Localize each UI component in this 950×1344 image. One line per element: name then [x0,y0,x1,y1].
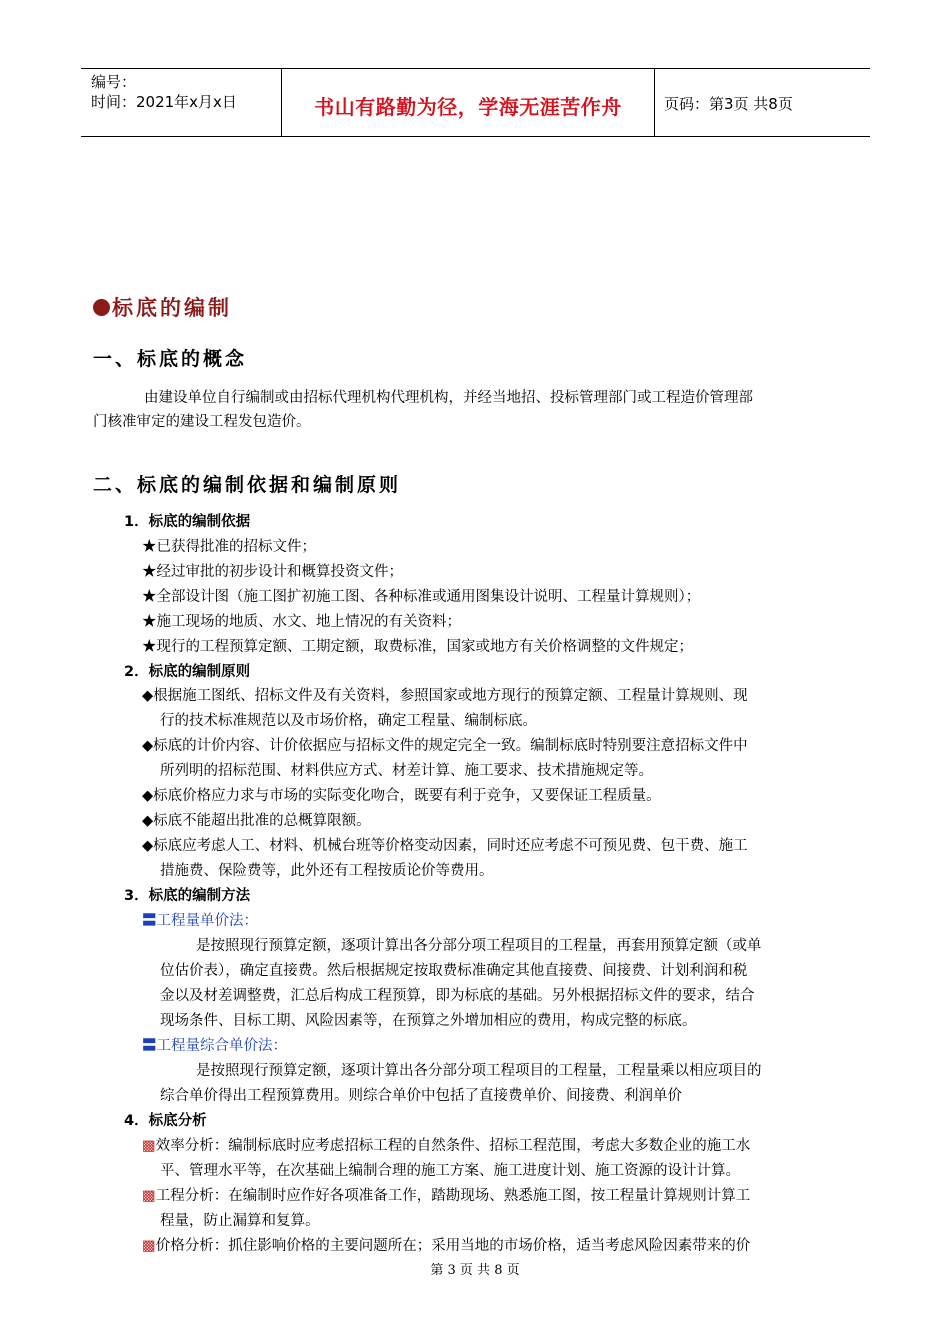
sub4-line [142,1234,750,1255]
header-meta [81,69,281,136]
checker-square-icon: ▩ [142,1188,156,1204]
sub2-title: 2．标底的编制原则 [124,664,251,680]
sub2-line: ◆标底价格应力求与市场的实际变化吻合，既要有利于竞争，又要保证工程质量。 [142,788,661,804]
sub2-line: 措施费、保险费等，此外还有工程按质论价等费用。 [160,863,494,879]
method2-heading [142,1034,287,1055]
checker-square-icon: ▩ [142,1238,156,1254]
part2-title: 二、标底的编制依据和编制原则 [93,474,402,496]
sub4-text: 价格分析：抓住影响价格的主要问题所在；采用当地的市场价格，适当考虑风险因素带来的价 [155,1238,751,1254]
header-motto: 书山有路勤为径，学海无涯苦作舟 [314,95,622,119]
sub2-line: 行的技术标准规范以及市场价格，确定工程量、编制标底。 [160,713,537,729]
header-motto-cell [281,69,655,136]
part1-line2: 门核准审定的建设工程发包造价。 [93,414,311,430]
header-time-label: 时间：2021年x月x日 [91,93,237,111]
method2-line: 是按照现行预算定额，逐项计算出各分部分项工程项目的工程量，工程量乘以相应项目的 [196,1063,762,1079]
sub1-item: ★已获得批准的招标文件； [142,539,316,555]
sub1-title: 1．标底的编制依据 [124,514,251,530]
sub2-line: ◆根据施工图纸、招标文件及有关资料，参照国家或地方现行的预算定额、工程量计算规则、现 [142,688,748,704]
method2-label: 工程量综合单价法： [156,1038,287,1054]
bullet-dot-icon [93,299,110,316]
sub4-line: 程量，防止漏算和复算。 [160,1213,320,1229]
part1-line1: 由建设单位自行编制或由招标代理机构代理机构，并经当地招、投标管理部门或工程造价管理部 [144,390,753,406]
method1-heading [142,909,258,930]
sub2-line: ◆标底不能超出批准的总概算限额。 [142,813,371,829]
header-number-label: 编号： [91,73,137,91]
sub4-text: 效率分析：编制标底时应考虑招标工程的自然条件、招标工程范围，考虑大多数企业的施工水 [155,1138,751,1154]
sub1-item: ★施工现场的地质、水文、地上情况的有关资料； [142,614,461,630]
sub2-line: ◆标底应考虑人工、材料、机械台班等价格变动因素，同时还应考虑不可预见费、包干费、施工 [142,838,748,854]
section-mark [93,292,232,322]
method1-line: 现场条件、目标工期、风险因素等，在预算之外增加相应的费用，构成完整的标底。 [160,1013,697,1029]
sub4-line [142,1134,750,1155]
sub4-text: 工程分析：在编制时应作好各项准备工作，踏勘现场、熟悉施工图，按工程量计算规则计算工 [155,1188,751,1204]
equals-icon: 〓 [142,913,157,929]
sub1-item: ★现行的工程预算定额、工期定额，取费标准，国家或地方有关价格调整的文件规定； [142,639,693,655]
part1-title: 一、标底的概念 [93,348,248,370]
method2-line: 综合单价得出工程预算费用。则综合单价中包括了直接费单价、间接费、利润单价 [160,1088,682,1104]
header-page-label: 页码：第3页 共8页 [664,95,793,113]
method1-line: 是按照现行预算定额，逐项计算出各分部分项工程项目的工程量，再套用预算定额（或单 [196,938,762,954]
sub2-line: ◆标底的计价内容、计价依据应与招标文件的规定完全一致。编制标底时特别要注意招标文件中 [142,738,748,754]
sub4-line: 平、管理水平等，在次基础上编制合理的施工方案、施工进度计划、施工资源的设计计算。 [160,1163,740,1179]
method1-label: 工程量单价法： [156,913,258,929]
sub3-title: 3．标底的编制方法 [124,888,251,904]
sub2-line: 所列明的招标范围、材料供应方式、材差计算、施工要求、技术措施规定等。 [160,763,653,779]
sub4-title: 4．标底分析 [124,1113,207,1129]
sub1-item: ★全部设计图（施工图扩初施工图、各种标准或通用图集设计说明、工程量计算规则）； [142,589,701,605]
header-page-cell [654,69,870,136]
section-mark-title: 标底的编制 [112,295,232,320]
sub4-line [142,1184,750,1205]
sub1-item: ★经过审批的初步设计和概算投资文件； [142,564,403,580]
method1-line: 金以及材差调整费，汇总后构成工程预算，即为标底的基础。另外根据招标文件的要求，结合 [160,988,755,1004]
checker-square-icon: ▩ [142,1138,156,1154]
page-footer: 第 3 页 共 8 页 [430,1263,520,1278]
method1-line: 位估价表），确定直接费。然后根据规定按取费标准确定其他直接费、间接费、计划利润和税 [160,963,748,979]
page-header [81,68,870,137]
equals-icon: 〓 [142,1038,157,1054]
